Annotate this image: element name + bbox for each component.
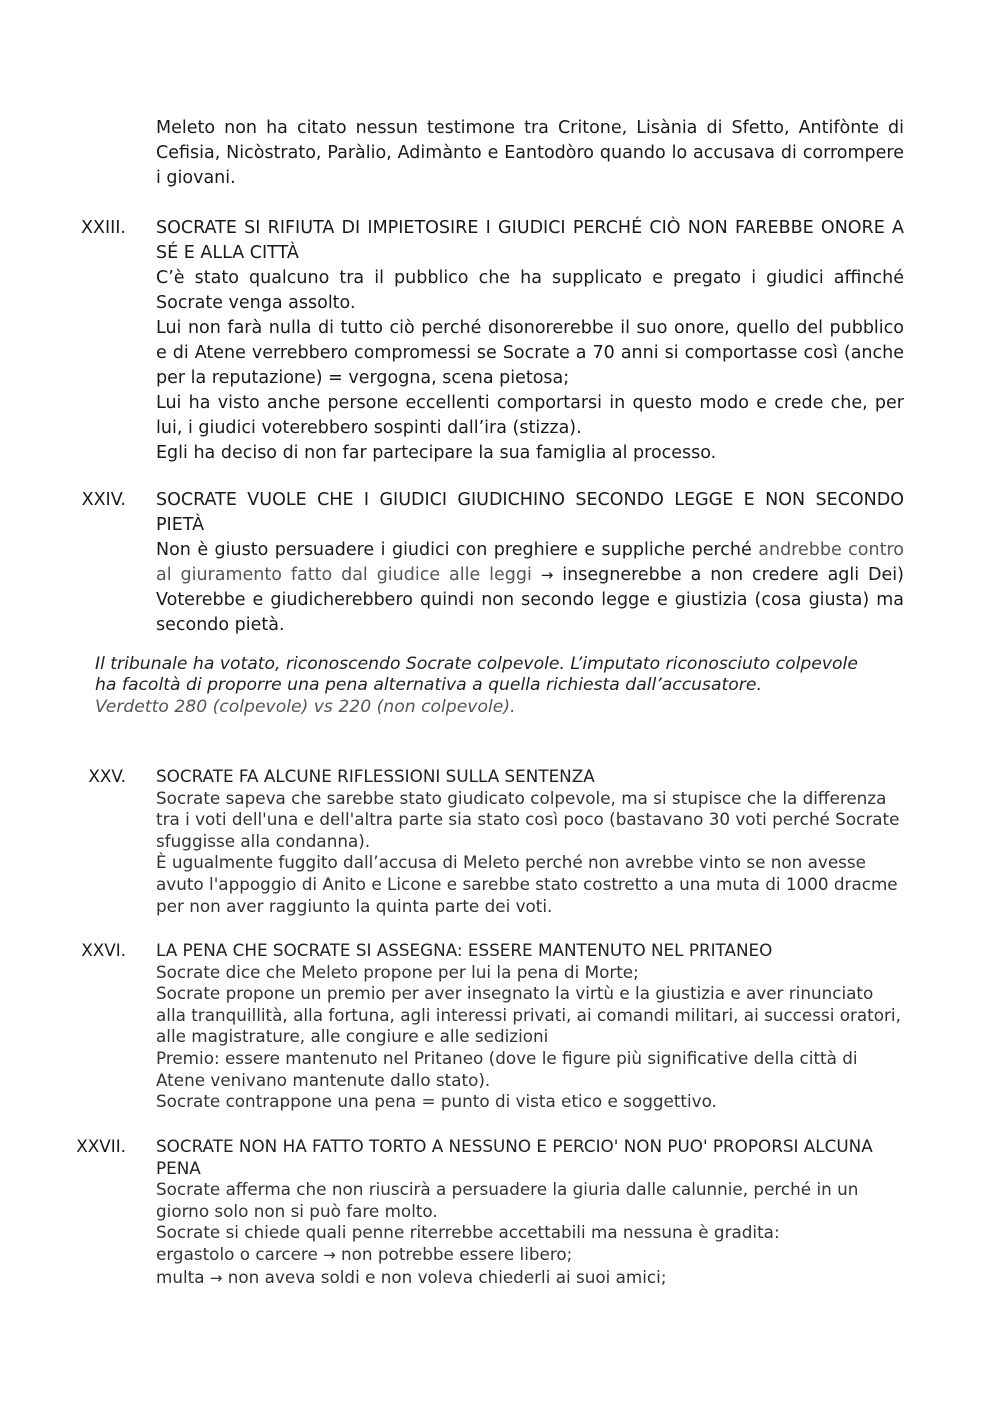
verdict-note — [95, 654, 875, 718]
section-title: SOCRATE NON HA FATTO TORTO A NESSUNO E PERCIO' NON PUO' PROPORSI ALCUNA PENA — [156, 1136, 873, 1178]
section-title: SOCRATE VUOLE CHE I GIUDICI GIUDICHINO SECONDO LEGGE E NON SECONDO PIETÀ — [156, 490, 904, 535]
section-paragraph: Socrate contrappone una pena = punto di vista etico e soggettivo. — [156, 1091, 717, 1112]
section-paragraph: È ugualmente fuggito dall’accusa di Meleto perché non avrebbe vinto se non avesse avuto l'appoggio di Anito e Licone e sarebbe stato costretto a una muta di 1000 dracme per non aver raggiunto la quinta parte dei voti. — [156, 852, 898, 916]
section-title: SOCRATE FA ALCUNE RIFLESSIONI SULLA SENTENZA — [156, 766, 595, 786]
section-paragraph: Lui non farà nulla di tutto ciò perché disonorerebbe il suo onore, quello del pubblico e di Atene verrebbero compromessi se Socrate a 70 anni si comportasse così (anche per la reputazione) = vergogna, scena pietosa; — [156, 318, 904, 388]
intro-paragraph: Meleto non ha citato nessun testimone tra Critone, Lisània di Sfetto, Antifònte di Cefisia, Nicòstrato, Paràlio, Adimànto e Eantodòro quando lo accusava di corrompere i giovani. — [156, 118, 904, 188]
section-paragraph: Socrate sapeva che sarebbe stato giudicato colpevole, ma si stupisce che la differenza tra i voti dell'una e dell'altra parte sia stato così poco (bastavano 30 voti perché Socrate sfuggisse alla condanna). — [156, 787, 900, 851]
section-number: XXIII. — [80, 218, 126, 238]
section-paragraph: Socrate propone un premio per aver insegnato la virtù e la giustizia e aver rinunciato alla tranquillità, alla fortuna, agli interessi privati, ai comandi militari, ai successi oratori, alle magistrature, alle congiure e alle sedizioni — [156, 983, 901, 1047]
section-number: XXV. — [88, 766, 126, 786]
section-paragraph — [156, 1244, 904, 1267]
paragraph-text: ergastolo o carcere — [156, 1243, 318, 1264]
arrow-right-icon: → — [323, 1245, 336, 1264]
section-title: LA PENA CHE SOCRATE SI ASSEGNA: ESSERE MANTENUTO NEL PRITANEO — [156, 940, 773, 960]
paragraph-text: non aveva soldi e non voleva chiederli ai suoi amici; — [227, 1266, 667, 1287]
section-body — [156, 940, 904, 1113]
section-title: SOCRATE SI RIFIUTA DI IMPIETOSIRE I GIUDICI PERCHÉ CIÒ NON FAREBBE ONORE A SÉ E ALLA CITTÀ — [156, 218, 904, 263]
section-number: XXVII. — [76, 1136, 126, 1156]
section-body — [156, 766, 904, 917]
section-paragraph: Lui ha visto anche persone eccellenti comportarsi in questo modo e crede che, per lui, i giudici voterebbero sospinti dall’ira (stizza). — [156, 393, 904, 438]
section-number: XXVI. — [81, 940, 126, 960]
section-paragraph: Premio: essere mantenuto nel Pritaneo (dove le figure più significative della città di Atene venivano mantenute dallo stato). — [156, 1047, 858, 1090]
arrow-right-icon: → — [209, 1268, 223, 1287]
section-body — [156, 216, 904, 466]
paragraph-text-grey: andrebbe contro al giuramento fatto dal giudice alle leggi — [156, 540, 904, 585]
section-paragraph — [156, 538, 904, 638]
section-paragraph: Egli ha deciso di non far partecipare la sua famiglia al processo. — [156, 443, 717, 463]
section-paragraph — [156, 1267, 904, 1290]
paragraph-text: Non è giusto persuadere i giudici con preghiere e suppliche perché — [156, 540, 752, 560]
section-paragraph: C’è stato qualcuno tra il pubblico che ha supplicato e pregato i giudici affinché Socrate venga assolto. — [156, 268, 904, 313]
section-body — [156, 488, 904, 638]
section-paragraph: Socrate dice che Meleto propone per lui la pena di Morte; — [156, 961, 639, 982]
section-paragraph: Socrate si chiede quali penne riterrebbe accettabili ma nessuna è gradita: — [156, 1222, 780, 1243]
section-body — [156, 1136, 904, 1289]
note-text: Il tribunale ha votato, riconoscendo Socrate colpevole. L’imputato riconosciuto colpevole ha facoltà di proporre una pena alternativa a quella richiesta dall’accusatore. — [95, 654, 858, 696]
paragraph-text: insegnerebbe a non credere agli Dei) Voterebbe e giudicherebbero quindi non secondo legge e giustizia (cosa giusta) ma secondo pietà. — [156, 565, 904, 635]
verdict-text: Verdetto 280 (colpevole) vs 220 (non colpevole). — [95, 696, 516, 717]
paragraph-text: non potrebbe essere libero; — [341, 1243, 573, 1264]
section-number: XXIV. — [81, 490, 126, 510]
paragraph-text: multa — [156, 1266, 205, 1287]
section-paragraph: Socrate afferma che non riuscirà a persuadere la giuria dalle calunnie, perché in un giorno solo non si può fare molto. — [156, 1179, 859, 1221]
arrow-right-icon: → — [540, 566, 554, 584]
